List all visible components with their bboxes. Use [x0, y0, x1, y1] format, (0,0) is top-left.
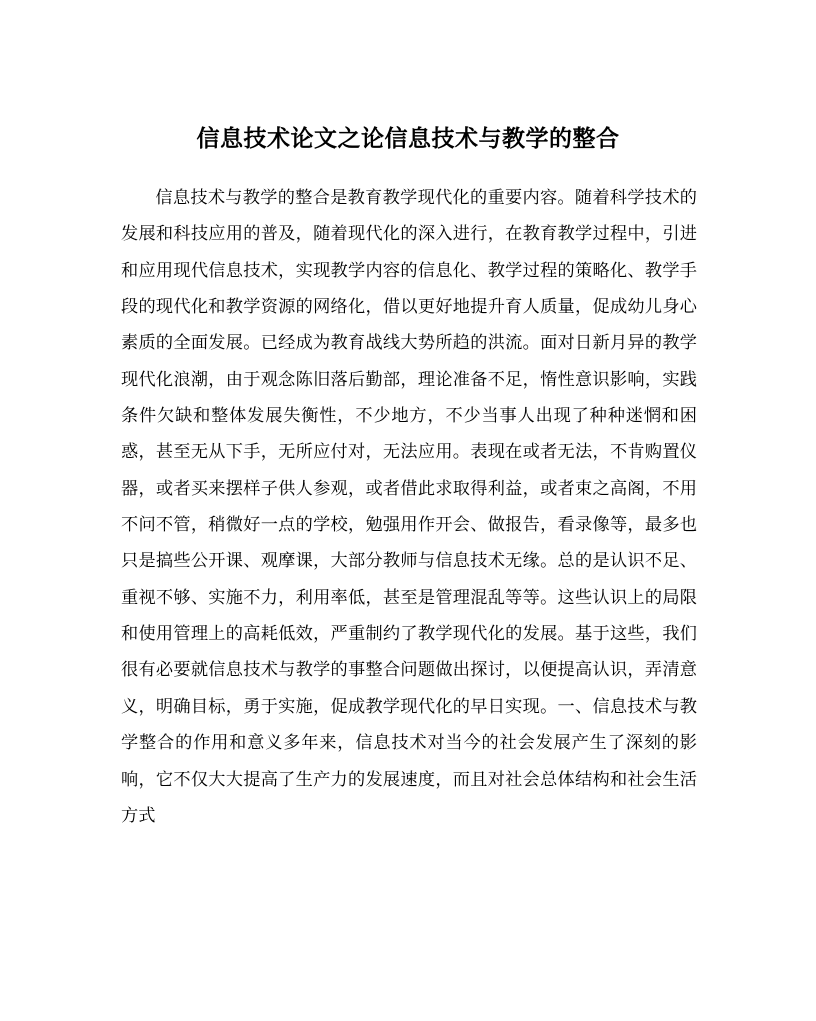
- document-body-paragraph: 信息技术与教学的整合是教育教学现代化的重要内容。随着科学技术的发展和科技应用的普及，随着现代化的深入进行，在教育教学过程中，引进和应用现代信息技术，实现教学内容的信息化、教学过程的策略化、教学手段的现代化和教学资源的网络化，借以更好地提升育人质量，促成幼儿身心素质的全面发展。已经成为教育战线大势所趋的洪流。面对日新月异的教学现代化浪潮，由于观念陈旧落后勤部，理论准备不足，惰性意识影响，实践条件欠缺和整体发展失衡性，不少地方，不少当事人出现了种种迷惘和困惑，甚至无从下手，无所应付对，无法应用。表现在或者无法，不肯购置仪器，或者买来摆样子供人参观，或者借此求取得利益，或者束之高阁，不用不问不管，稍微好一点的学校，勉强用作开会、做报告，看录像等，最多也只是搞些公开课、观摩课，大部分教师与信息技术无缘。总的是认识不足、重视不够、实施不力，利用率低，甚至是管理混乱等等。这些认识上的局限和使用管理上的高耗低效，严重制约了教学现代化的发展。基于这些，我们很有必要就信息技术与教学的事整合问题做出探讨，以便提高认识，弄清意义，明确目标，勇于实施，促成教学现代化的早日实现。一、信息技术与教学整合的作用和意义多年来，信息技术对当今的社会发展产生了深刻的影响，它不仅大大提高了生产力的发展速度，而且对社会总体结构和社会生活方式: [121, 188, 697, 826]
- document-title: 信息技术论文之论信息技术与教学的整合: [196, 125, 620, 153]
